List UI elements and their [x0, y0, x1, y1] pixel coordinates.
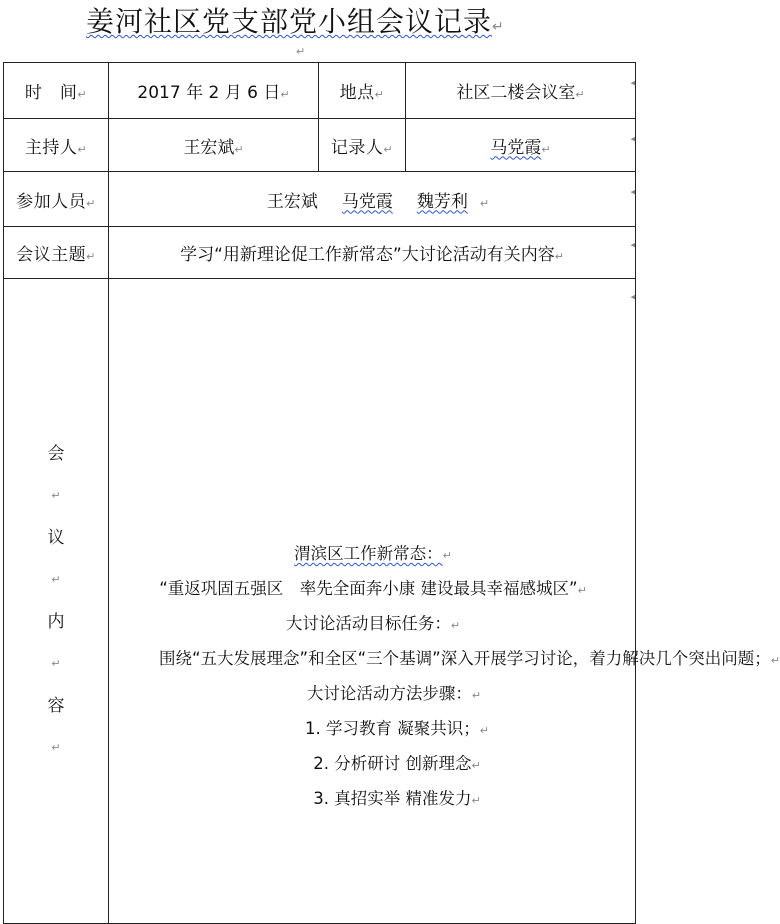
place-value-cell	[406, 63, 636, 119]
topic-row	[4, 227, 636, 279]
host-label-cell	[4, 119, 109, 172]
paragraph-mark-icon: ↵	[51, 657, 61, 670]
paragraph-mark-icon: ↵	[77, 88, 88, 101]
list-item: 2. 分析研讨 创新理念↵	[313, 754, 481, 773]
time-label: 时 间	[24, 83, 78, 103]
paragraph-mark-icon: ↵	[280, 88, 290, 101]
content-body-cell	[109, 279, 780, 924]
place-value: 社区二楼会议室	[456, 83, 576, 103]
content-paragraph: “重返巩固五强区 率先全面奔小康 建设最具幸福感城区”↵	[159, 579, 587, 598]
meeting-record-table	[3, 62, 780, 924]
recorder-value: 马党霞	[490, 137, 542, 158]
content-label-char: 内 ↵	[4, 601, 108, 685]
paragraph-mark-icon: ↵	[234, 142, 244, 156]
paragraph-mark-icon: ↵	[471, 689, 482, 702]
paragraph-mark-icon: ↵	[541, 142, 551, 156]
content-label-char: 会 ↵	[4, 433, 108, 517]
recorder-value-cell	[406, 119, 636, 172]
content-label	[4, 433, 108, 769]
paragraph-mark-icon: ↵	[442, 549, 452, 562]
attendee-name: 魏芳利	[416, 191, 468, 212]
paragraph-mark-icon: ↵	[577, 584, 587, 597]
attendee-name: 马党霞	[341, 191, 393, 212]
row-end-mark-icon: ◂	[630, 290, 636, 303]
paragraph-mark-icon: ↵	[86, 196, 96, 210]
host-label: 主持人	[24, 137, 78, 158]
time-value: 2017 年 2 月 6 日	[137, 83, 281, 103]
list-item: 3. 真招实举 精准发力↵	[313, 789, 481, 808]
document-title	[86, 4, 505, 45]
paragraph-mark-icon: ↵	[492, 19, 505, 35]
content-label-char: 议 ↵	[4, 517, 108, 601]
paragraph-mark-icon: ↵	[479, 196, 490, 210]
place-label: 地点	[339, 83, 375, 103]
paragraph-mark-icon: ↵	[479, 724, 489, 737]
content-paragraph: 围绕“五大发展理念”和全区“三个基调”深入开展学习讨论，着力解决几个突出问题；↵	[159, 649, 780, 668]
paragraph-mark-icon: ↵	[383, 142, 394, 156]
paragraph-mark-icon: ↵	[554, 250, 564, 263]
paragraph-mark-icon: ↵	[471, 759, 481, 772]
topic-value-cell	[109, 227, 636, 279]
attendees-label-cell	[4, 172, 109, 227]
host-value-cell	[109, 119, 319, 172]
paragraph-mark-icon: ↵	[471, 794, 481, 807]
paragraph-mark-icon: ↵	[575, 88, 585, 101]
row-end-mark-icon: ◂	[630, 185, 636, 198]
content-body	[109, 385, 780, 817]
content-heading: 渭滨区工作新常态：↵	[294, 544, 452, 563]
topic-label-cell	[4, 227, 109, 279]
recorder-label: 记录人	[330, 137, 384, 158]
attendees-label: 参加人员	[16, 191, 87, 212]
paragraph-mark-icon: ↵	[51, 489, 61, 502]
attendee-name: 王宏斌	[266, 191, 318, 212]
content-row	[4, 279, 636, 924]
row-end-mark-icon: ◂	[630, 132, 636, 145]
content-heading: 大讨论活动方法步骤：↵	[306, 684, 482, 703]
time-label-cell	[4, 63, 109, 119]
recorder-label-cell	[319, 119, 406, 172]
time-value-cell	[109, 63, 319, 119]
content-label-char: 容 ↵	[4, 685, 108, 769]
host-recorder-row	[4, 119, 636, 172]
row-end-mark-icon: ◂	[630, 76, 636, 89]
list-item: 1. 学习教育 凝聚共识；↵	[305, 719, 489, 738]
date-place-row	[4, 63, 636, 119]
topic-label: 会议主题	[16, 245, 87, 265]
paragraph-mark-icon: ↵	[770, 654, 780, 667]
paragraph-mark-icon: ↵	[450, 619, 461, 632]
content-label-cell	[4, 279, 109, 924]
attendees-value-cell	[109, 172, 636, 227]
topic-value: 学习“用新理论促工作新常态”大讨论活动有关内容	[180, 245, 555, 265]
content-heading: 大讨论活动目标任务：↵	[285, 614, 461, 633]
paragraph-mark-icon: ↵	[296, 45, 306, 58]
place-label-cell	[319, 63, 406, 119]
paragraph-mark-icon: ↵	[77, 142, 88, 156]
attendees-row	[4, 172, 636, 227]
paragraph-mark-icon: ↵	[374, 88, 385, 101]
host-value: 王宏斌	[183, 137, 235, 158]
paragraph-mark-icon: ↵	[86, 250, 96, 263]
paragraph-mark-icon: ↵	[51, 573, 61, 586]
row-end-mark-icon: ◂	[630, 238, 636, 251]
title-text: 姜河社区党支部党小组会议记录	[86, 5, 493, 38]
paragraph-mark-icon: ↵	[51, 741, 61, 754]
